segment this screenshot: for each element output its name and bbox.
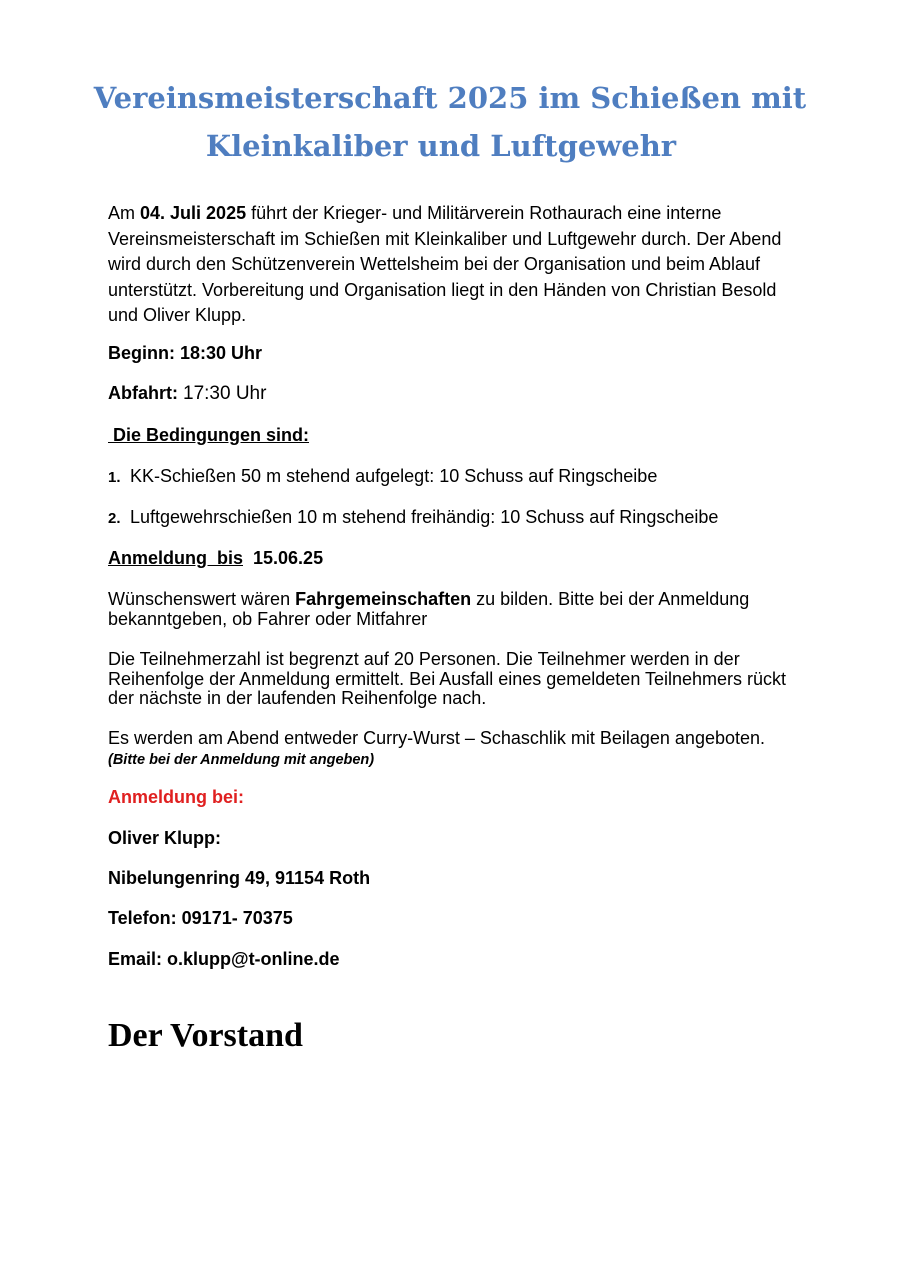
- contact-email: Email: o.klupp@t-online.de: [108, 949, 340, 969]
- condition-item-2: [108, 507, 798, 528]
- condition-text: Luftgewehrschießen 10 m stehend freihändig: 10 Schuss auf Ringscheibe: [130, 507, 719, 527]
- condition-number: 2.: [108, 510, 121, 527]
- conditions-heading: Die Bedingungen sind:: [108, 425, 309, 445]
- title-line-1: Vereinsmeisterschaft 2025 im Schießen mit: [93, 81, 807, 115]
- registration-deadline: [108, 548, 798, 569]
- intro-pre: Am: [108, 203, 141, 223]
- start-time: Beginn: 18:30 Uhr: [108, 343, 263, 363]
- event-date: 04. Juli 2025: [140, 203, 247, 223]
- contact-address: Nibelungenring 49, 91154 Roth: [108, 868, 371, 888]
- signature: Der Vorstand: [108, 1017, 303, 1054]
- deadline-date: 15.06.25: [253, 548, 324, 568]
- condition-text: KK-Schießen 50 m stehend aufgelegt: 10 Schuss auf Ringscheibe: [130, 466, 658, 486]
- deadline-label: Anmeldung bis: [108, 548, 243, 568]
- departure-label: Abfahrt:: [108, 383, 178, 403]
- food-paragraph: Es werden am Abend entweder Curry-Wurst – Schaschlik mit Beilagen angeboten. (Bitte bei der Anmeldung mit angeben): [108, 728, 766, 768]
- food-note: (Bitte bei der Anmeldung mit angeben): [108, 751, 375, 768]
- participants-paragraph: Die Teilnehmerzahl ist begrenzt auf 20 Personen. Die Teilnehmer werden in der Reihenfolge der Anmeldung ermittelt. Bei Ausfall eines gemeldeten Teilnehmers rückt der nächste in der laufenden Reihenfolge nach.: [108, 649, 787, 708]
- page-title: [0, 74, 900, 170]
- departure-time: [108, 383, 798, 405]
- contact-phone: Telefon: 09171- 70375: [108, 908, 293, 928]
- carpool-paragraph: Wünschenswert wären Fahrgemeinschaften zu bilden. Bitte bei der Anmeldung bekanntgeben, ob Fahrer oder Mitfahrer: [108, 589, 750, 629]
- condition-number: 1.: [108, 469, 121, 486]
- intro-paragraph: [108, 201, 798, 329]
- intro-text: führt der Krieger- und Militärverein Rothaurach eine interne Vereinsmeisterschaft im Schießen mit Kleinkaliber und Luftgewehr durch. Der Abend wird durch den Schützenverein Wettelsheim bei der Organisation und beim Ablauf unterstützt. Vorbereitung und Organisation liegt in den Händen von Christian Besold und Oliver Klupp.: [108, 203, 782, 325]
- carpool-keyword: Fahrgemeinschaften: [295, 589, 472, 609]
- departure-value: 17:30 Uhr: [183, 383, 267, 404]
- condition-item-1: [108, 466, 798, 487]
- contact-heading: Anmeldung bei:: [108, 787, 244, 807]
- contact-name: Oliver Klupp:: [108, 828, 222, 848]
- title-line-2: Kleinkaliber und Luftgewehr: [205, 129, 677, 163]
